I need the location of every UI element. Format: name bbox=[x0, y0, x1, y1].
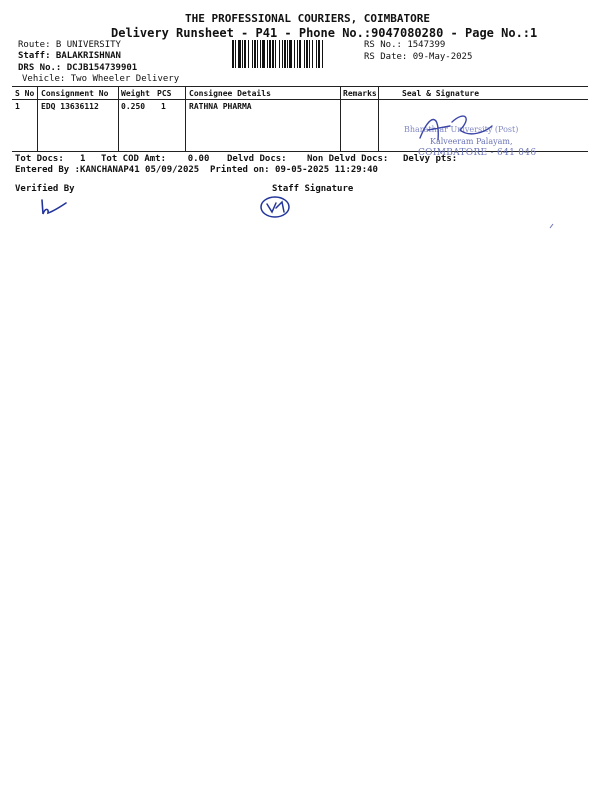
table-top-rule bbox=[12, 86, 588, 87]
staff-signature-label: Staff Signature bbox=[272, 184, 354, 194]
col-header-sno: S No bbox=[15, 89, 35, 98]
tot-docs: Tot Docs: 1 bbox=[15, 154, 86, 164]
col-divider bbox=[378, 86, 379, 151]
rs-date: RS Date: 09-May-2025 bbox=[364, 52, 473, 62]
col-divider bbox=[118, 86, 119, 151]
col-header-consignee: Consignee Details bbox=[189, 89, 271, 98]
barcode-image bbox=[232, 40, 358, 68]
cell-consignment: EDQ 13636112 bbox=[41, 102, 99, 111]
tot-cod-amt: Tot COD Amt: 0.00 bbox=[101, 154, 210, 164]
entered-by: Entered By :KANCHANAP41 05/09/2025 bbox=[15, 165, 200, 175]
col-divider bbox=[185, 86, 186, 151]
col-header-seal: Seal & Signature bbox=[402, 89, 480, 98]
runsheet-title: Delivery Runsheet - P41 - Phone No.:9047080280 - Page No.:1 bbox=[111, 26, 538, 40]
stamp-line-3: COIMBATORE - 641 046 bbox=[418, 148, 537, 158]
cell-consignee: RATHNA PHARMA bbox=[189, 102, 252, 111]
delvd-docs: Delvd Docs: bbox=[227, 154, 287, 164]
drs-number: DRS No.: DCJB154739901 bbox=[18, 63, 138, 73]
staff-label: Staff: BALAKRISHNAN bbox=[18, 51, 121, 61]
vehicle-label: Vehicle: Two Wheeler Delivery bbox=[22, 74, 180, 84]
cell-sno: 1 bbox=[15, 102, 20, 111]
staff-signature-mark bbox=[258, 194, 294, 220]
col-divider bbox=[340, 86, 341, 151]
col-divider bbox=[37, 86, 38, 151]
non-delvd-docs: Non Delvd Docs: bbox=[307, 154, 389, 164]
cell-pcs: 1 bbox=[161, 102, 166, 111]
verified-signature-mark bbox=[36, 196, 70, 218]
stamp-line-2: Kalveeram Palayam, bbox=[430, 137, 513, 146]
stray-pen-mark bbox=[548, 222, 556, 230]
delvy-pts: Delvy pts: bbox=[403, 154, 458, 164]
table-header-rule bbox=[12, 99, 588, 100]
company-heading: THE PROFESSIONAL COURIERS, COIMBATORE bbox=[185, 12, 431, 25]
col-header-remarks: Remarks bbox=[343, 89, 377, 98]
printed-on: Printed on: 09-05-2025 11:29:40 bbox=[210, 165, 378, 175]
col-header-consignment: Consignment No bbox=[41, 89, 109, 98]
col-header-weight: Weight bbox=[121, 89, 150, 98]
stamp-signature-scribble bbox=[410, 108, 500, 148]
rs-number: RS No.: 1547399 bbox=[364, 40, 446, 50]
route-label: Route: B UNIVERSITY bbox=[18, 40, 121, 50]
cell-weight: 0.250 bbox=[121, 102, 146, 111]
stamp-line-1: Bharathiar University (Post) bbox=[404, 125, 519, 134]
verified-by-label: Verified By bbox=[15, 184, 75, 194]
col-header-pcs: PCS bbox=[157, 89, 172, 98]
